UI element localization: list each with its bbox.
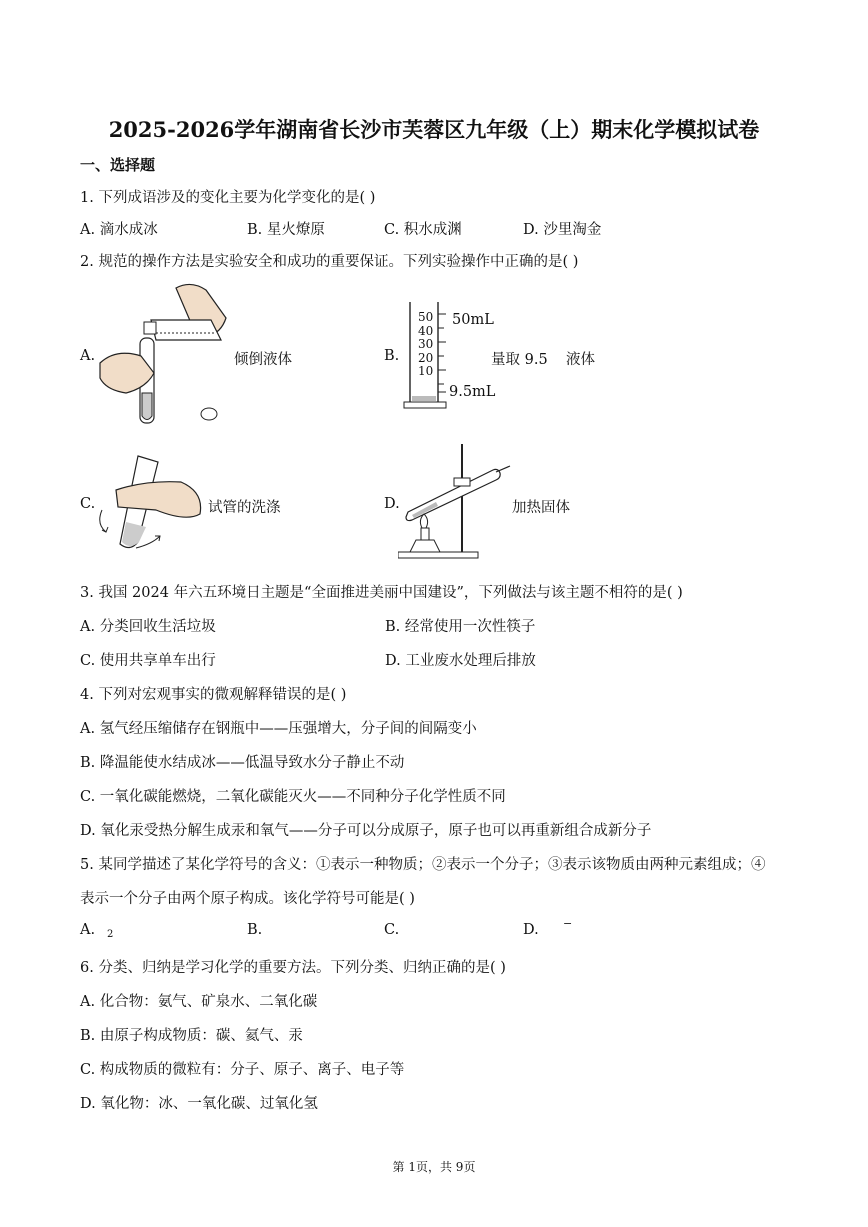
question-1-stem: 1. 下列成语涉及的变化主要为化学变化的是( ): [80, 190, 376, 206]
q5-option-c[interactable]: C.: [384, 922, 400, 938]
q1-option-c[interactable]: C. 积水成渊: [384, 222, 462, 238]
wash-test-tube-figure: [96, 452, 208, 552]
cylinder-reading-label: 9.5mL: [449, 384, 496, 400]
question-5-stem-cont: 表示一个分子由两个原子构成。该化学符号可能是( ): [80, 891, 415, 907]
page-title: 2025-2026学年湖南省长沙市芙蓉区九年级（上）期末化学模拟试卷: [108, 117, 760, 142]
q2-option-d-letter[interactable]: D.: [384, 496, 400, 512]
q6-option-d[interactable]: D. 氧化物：冰、一氧化碳、过氧化氢: [80, 1096, 318, 1112]
cylinder-tick-labels: [418, 311, 433, 379]
question-3-stem: 3. 我国 2024 年六五环境日主题是“全面推进美丽中国建设”，下列做法与该主题不相符的是( ): [80, 585, 683, 601]
q3-option-b[interactable]: B. 经常使用一次性筷子: [385, 619, 536, 635]
q1-option-a[interactable]: A. 滴水成冰: [80, 222, 158, 238]
section-heading: 一、选择题: [80, 156, 156, 174]
q2-option-d-caption: 加热固体: [512, 500, 570, 516]
question-5-stem: 5. 某同学描述了某化学符号的含义：①表示一种物质；②表示一个分子；③表示该物质由两种元素组成；④: [80, 857, 766, 873]
cylinder-tick-20: 20: [418, 350, 434, 365]
q6-option-b[interactable]: B. 由原子构成物质：碳、氦气、汞: [80, 1028, 303, 1044]
cylinder-tick-10: 10: [418, 364, 434, 378]
cylinder-tick-40: 40: [418, 323, 434, 338]
q2-option-a-letter[interactable]: A.: [80, 348, 96, 364]
cylinder-tick-50: 50: [418, 310, 434, 324]
q4-option-d[interactable]: D. 氧化汞受热分解生成汞和氧气——分子可以分成原子，原子也可以再重新组合成新分子: [80, 823, 652, 839]
cylinder-capacity-label: 50mL: [452, 312, 494, 328]
q1-option-b[interactable]: B. 星火燎原: [247, 222, 325, 238]
question-2-stem: 2. 规范的操作方法是实验安全和成功的重要保证。下列实验操作中正确的是( ): [80, 254, 579, 270]
q4-option-c[interactable]: C. 一氧化碳能燃烧，二氧化碳能灭火——不同种分子化学性质不同: [80, 789, 506, 805]
q5-option-b[interactable]: B.: [247, 922, 263, 938]
q2-option-b-caption-2: 液体: [566, 352, 595, 368]
q3-option-c[interactable]: C. 使用共享单车出行: [80, 653, 216, 669]
q4-option-b[interactable]: B. 降温能使水结成冰——低温导致水分子静止不动: [80, 755, 405, 771]
q5-option-a-subscript: 2: [107, 929, 114, 940]
q6-option-c[interactable]: C. 构成物质的微粒有：分子、原子、离子、电子等: [80, 1062, 405, 1078]
q6-option-a[interactable]: A. 化合物：氨气、矿泉水、二氧化碳: [80, 994, 318, 1010]
q5-option-a[interactable]: A.: [80, 922, 96, 938]
q5-option-d-superscript: −: [563, 917, 573, 930]
q2-option-b-letter[interactable]: B.: [384, 348, 400, 364]
q2-option-b-caption: 量取 9.5: [491, 352, 548, 368]
q5-option-d[interactable]: D.: [523, 922, 539, 938]
q2-option-c-caption: 试管的洗涤: [208, 500, 281, 516]
q3-option-d[interactable]: D. 工业废水处理后排放: [385, 653, 536, 669]
q2-option-c-letter[interactable]: C.: [80, 496, 96, 512]
page-footer: 第 1页，共 9页: [392, 1160, 476, 1174]
q1-option-d[interactable]: D. 沙里淘金: [523, 222, 602, 238]
cylinder-tick-30: 30: [418, 337, 434, 351]
question-4-stem: 4. 下列对宏观事实的微观解释错误的是( ): [80, 687, 347, 703]
q2-option-a-caption: 倾倒液体: [234, 352, 292, 368]
question-6-stem: 6. 分类、归纳是学习化学的重要方法。下列分类、归纳正确的是( ): [80, 960, 506, 976]
q3-option-a[interactable]: A. 分类回收生活垃圾: [80, 619, 216, 635]
heat-solid-figure: [398, 440, 520, 562]
q4-option-a[interactable]: A. 氢气经压缩储存在钢瓶中——压强增大，分子间的间隔变小: [80, 721, 477, 737]
pour-liquid-figure: [96, 278, 236, 428]
